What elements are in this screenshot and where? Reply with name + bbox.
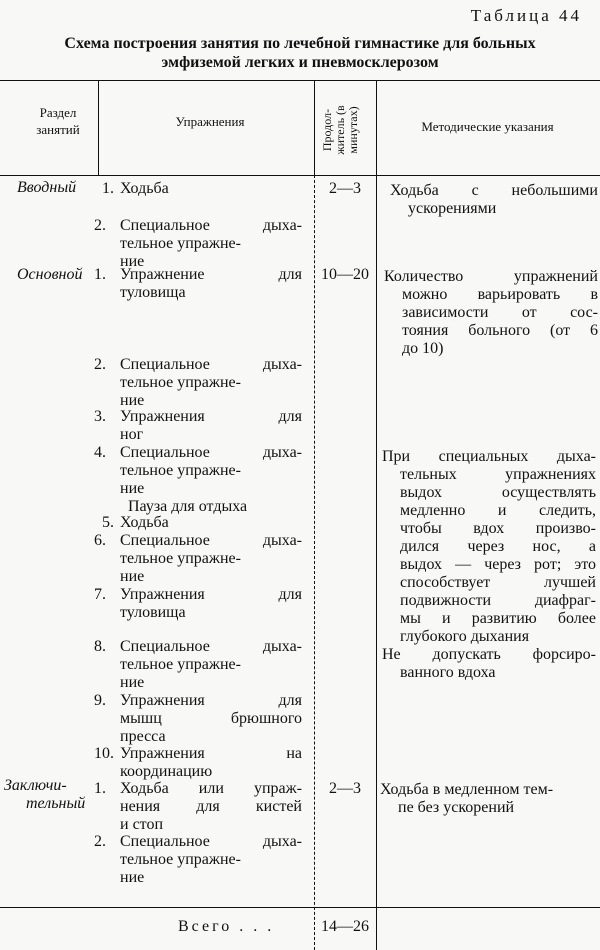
exercise-item: 7. Упражнения для туловища [94, 586, 302, 621]
exercise-item: 8. Специальное дыха- тельное упражне- ние [94, 638, 302, 691]
header-section: Раздел занятий [36, 105, 80, 137]
exercise-item: 1. Ходьба или упраж- нения для кистей и стоп [94, 780, 302, 833]
section-final: Заключи- тельный [4, 777, 86, 812]
table-number: Таблица 44 [470, 6, 582, 25]
table-title [0, 34, 600, 72]
header-bottom-rule [0, 175, 600, 176]
duration-final: 2—3 [329, 780, 361, 797]
total-top-rule [0, 907, 600, 908]
exercise-item: 9. Упражнения для мышц брюшного пресса [94, 692, 302, 745]
header-duration: Продол- житель (в минутах) [320, 105, 360, 155]
note-main-breathing: При специальных дыха- тельных упражнениях выдох осуществлять медленно и следить, чтобы вдох произво- дился через нос, а выдох — через рот; это способствует лучшей подвижности диафраг- мы и развитию более глубокого дыхания [382, 448, 596, 645]
note-main-count: Количество упражнений можно варьировать в зависимости от сос- тояния больного (от 6 до 10) [384, 268, 598, 357]
exercise-item: 2. Специальное дыха- тельное упражне- ние [94, 833, 302, 886]
note-final: Ходьба в медленном тем- пе без ускорений [380, 781, 554, 816]
col-divider-2-dashed [314, 175, 315, 950]
header-exercises: Упражнения [175, 114, 245, 129]
table-top-rule [0, 80, 600, 81]
exercise-item: 6. Специальное дыха- тельное упражне- ние [94, 532, 302, 585]
col-divider-2 [314, 80, 315, 175]
exercise-item: 4. Специальное дыха- тельное упражне- ние [94, 444, 302, 497]
header-notes: Методические указания [421, 119, 554, 134]
total-value: 14—26 [321, 918, 369, 935]
total-label: Всего . . . [178, 918, 275, 935]
note-intro: Ходьба с небольшими ускорениями [390, 182, 598, 217]
pause-item: Пауза для отдыха [128, 498, 248, 515]
exercise-item: 2. Специальное дыха- тельное упражне- ние [94, 356, 302, 409]
title-line-1: Схема построения занятия по лечебной гимнастике для больных [64, 35, 536, 52]
section-main: Основной [17, 266, 83, 283]
col-divider-3 [376, 80, 377, 950]
section-intro: Вводный [17, 179, 77, 196]
title-line-2: эмфиземой легких и пневмосклерозом [161, 54, 439, 71]
duration-intro: 2—3 [329, 180, 361, 197]
col-divider-1 [98, 80, 99, 175]
exercise-item: 2. Специальное дыха- тельное упражне- ние [94, 217, 302, 270]
exercise-item: 5. Ходьба [102, 514, 169, 531]
exercise-item: 10. Упражнения на координацию [94, 745, 302, 780]
exercise-item: 3. Упражнения для ног [94, 408, 302, 443]
exercise-item: 1. Ходьба [102, 180, 169, 197]
duration-main: 10—20 [321, 266, 369, 283]
note-main-inhale: Не допускать форсиро- ванного вдоха [382, 646, 596, 681]
exercise-item: 1. Упражнение для туловища [94, 266, 302, 301]
